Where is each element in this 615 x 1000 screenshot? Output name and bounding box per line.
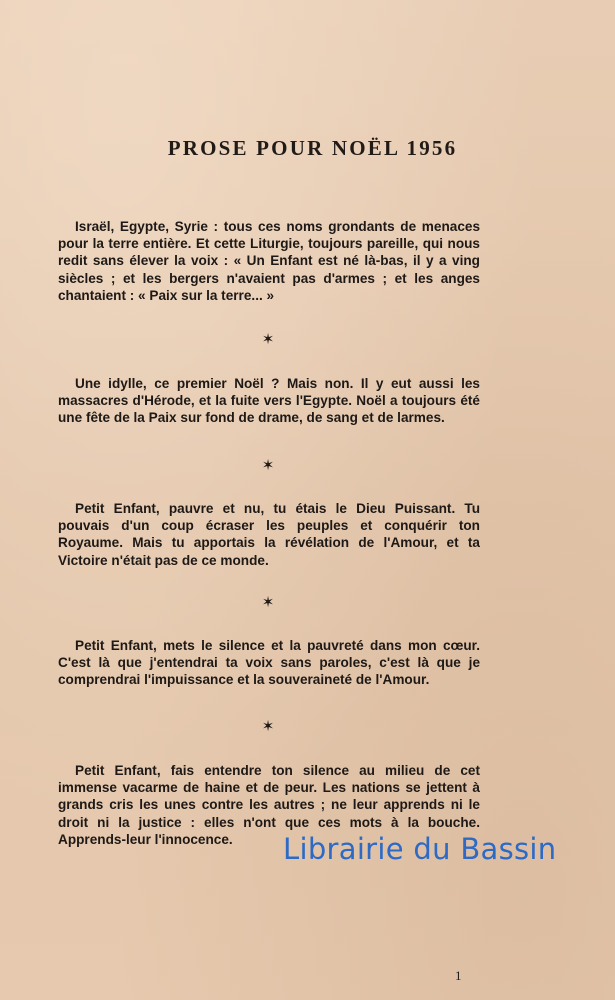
paragraph-1: Israël, Egypte, Syrie : tous ces noms grondants de menaces pour la terre entière. Et cette Liturgie, toujours pareille, qui nous redit sans élever la voix : « Un Enfant est né là-bas, il y a ving siècles ; et les bergers n'avaient pas d'armes ; et les anges chantaient : « Paix sur la terre... » [58, 219, 480, 303]
paragraph-2: Une idylle, ce premier Noël ? Mais non. Il y eut aussi les massacres d'Hérode, et la fuite vers l'Egypte. Noël a toujours été une fête de la Paix sur fond de drame, de sang et de larmes. [58, 376, 480, 426]
page-title: PROSE POUR NOËL 1956 [167, 136, 458, 160]
separator-star-4: ✶ [261, 718, 275, 735]
paragraph-5: Petit Enfant, fais entendre ton silence au milieu de cet immense vacarme de haine et de peur. Les nations se jettent à grands cris les unes contre les autres ; ne leur apprends ni le droit ni la justice : elles n'ont que ces mots à la bouche. Apprends-leur l'innocence. [58, 763, 480, 847]
paragraph-4: Petit Enfant, mets le silence et la pauvreté dans mon cœur. C'est là que j'entendrai ta voix sans paroles, c'est là que je comprendrai l'impuissance et la souveraineté de l'Amour. [58, 638, 480, 688]
page-number: 1 [455, 968, 462, 983]
separator-star-2: ✶ [261, 457, 275, 474]
separator-star-1: ✶ [261, 331, 275, 348]
watermark: Librairie du Bassin [283, 832, 557, 866]
separator-star-3: ✶ [261, 594, 275, 611]
paragraph-3: Petit Enfant, pauvre et nu, tu étais le Dieu Puissant. Tu pouvais d'un coup écraser les peuples et conquérir ton Royaume. Mais tu apportais la révélation de l'Amour, et ta Victoire n'était pas de ce monde. [58, 501, 480, 568]
